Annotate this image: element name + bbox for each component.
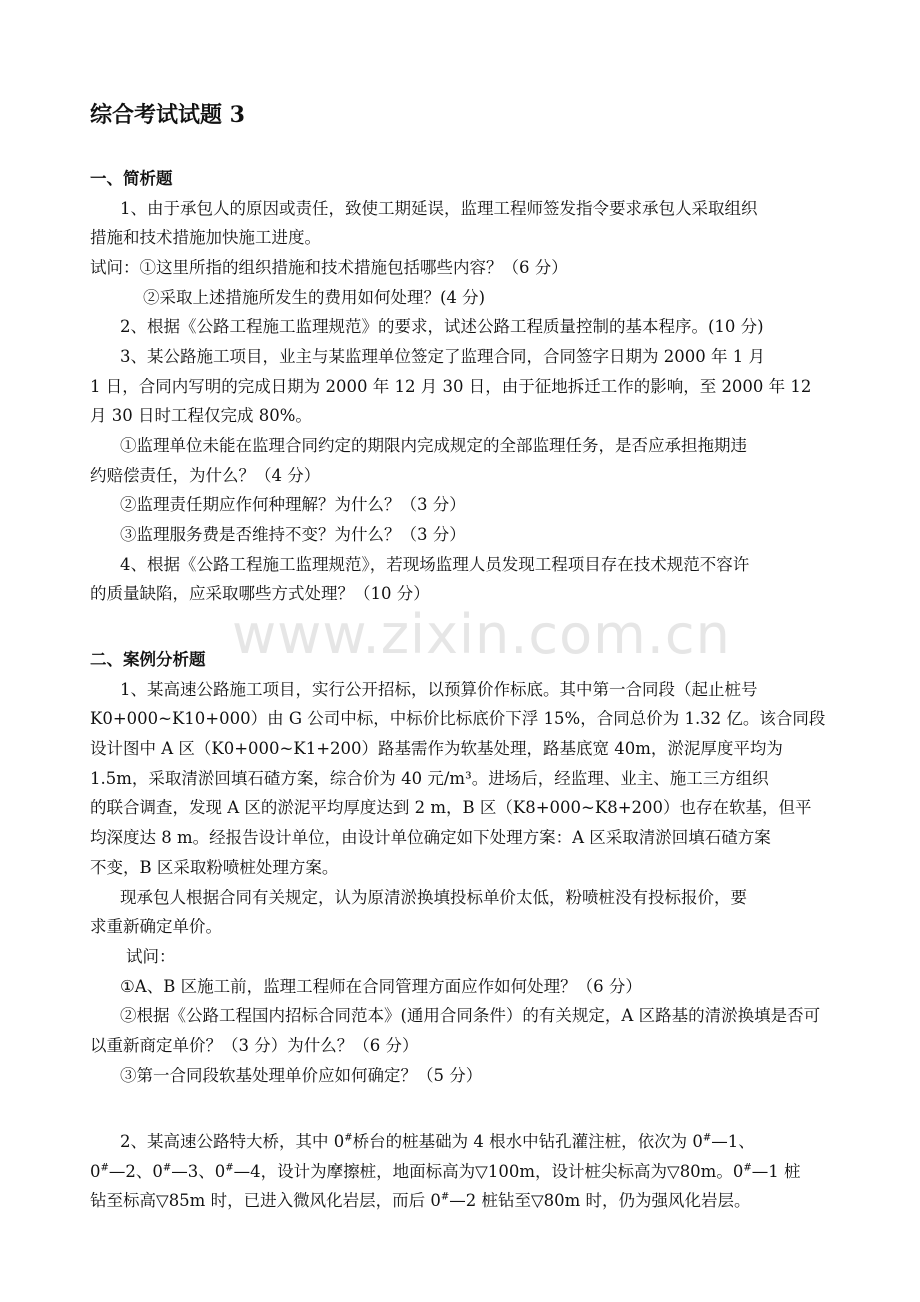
section2-heading: 二、案例分析题 bbox=[90, 650, 206, 669]
s1-line: 措施和技术措施加快施工进度。 bbox=[90, 228, 321, 247]
s2-line: 均深度达 8 m。经报告设计单位，由设计单位确定如下处理方案：A 区采取清淤回填石碴方案 bbox=[90, 828, 771, 847]
s1-line: ①监理单位未能在监理合同约定的期限内完成规定的全部监理任务，是否应承担拖期违 bbox=[120, 436, 747, 455]
s1-line: ②监理责任期应作何种理解？为什么？（3 分） bbox=[120, 495, 466, 514]
s1-line: 4、根据《公路工程施工监理规范》，若现场监理人员发现工程项目存在技术规范不容许 bbox=[120, 555, 750, 574]
s1-line: 月 30 日时工程仅完成 80%。 bbox=[90, 406, 312, 425]
s2-line: 1.5m，采取清淤回填石碴方案，综合价为 40 元/m³。进场后，经监理、业主、施工三方组织 bbox=[90, 769, 769, 788]
case2-line: 2、某高速公路特大桥，其中 0#桥台的桩基础为 4 根水中钻孔灌注桩，依次为 0#—1、 bbox=[120, 1132, 755, 1151]
s1-line: 的质量缺陷，应采取哪些方式处理？（10 分） bbox=[90, 584, 430, 603]
s2-line: 不变，B 区采取粉喷桩处理方案。 bbox=[90, 858, 339, 877]
s2-line: 设计图中 A 区（K0+000~K1+200）路基需作为软基处理，路基底宽 40m，淤泥厚度平均为 bbox=[90, 739, 783, 758]
s2-line: K0+000~K10+000）由 G 公司中标，中标价比标底价下浮 15%，合同总价为 1.32 亿。该合同段 bbox=[90, 709, 826, 728]
s2-line: ②根据《公路工程国内招标合同范本》(通用合同条件）的有关规定，A 区路基的清淤换填是否可 bbox=[120, 1006, 821, 1025]
s1-line: 试问：①这里所指的组织措施和技术措施包括哪些内容？（6 分） bbox=[90, 258, 568, 277]
page-title: 综合考试试题 3 bbox=[90, 102, 245, 128]
s2-line: 以重新商定单价？（3 分）为什么？（6 分） bbox=[90, 1036, 419, 1055]
s1-line: ②采取上述措施所发生的费用如何处理？(4 分) bbox=[143, 288, 486, 307]
s2-line: 1、某高速公路施工项目，实行公开招标，以预算价作标底。其中第一合同段（起止桩号 bbox=[120, 680, 758, 699]
s1-line: 2、根据《公路工程施工监理规范》的要求，试述公路工程质量控制的基本程序。(10 分) bbox=[120, 317, 764, 336]
s1-line: 1 日，合同内写明的完成日期为 2000 年 12 月 30 日，由于征地拆迁工作的影响，至 2000 年 12 bbox=[90, 377, 812, 396]
section1-heading: 一、简析题 bbox=[90, 169, 173, 188]
s2-line: 试问： bbox=[126, 947, 176, 966]
s1-line: 1、由于承包人的原因或责任，致使工期延误，监理工程师签发指令要求承包人采取组织 bbox=[120, 199, 758, 218]
case2-line: 钻至标高▽85m 时，已进入微风化岩层，而后 0#—2 桩钻至▽80m 时，仍为强风化岩层。 bbox=[90, 1191, 751, 1210]
s2-line: 求重新确定单价。 bbox=[90, 917, 222, 936]
s1-line: 3、某公路施工项目，业主与某监理单位签定了监理合同，合同签字日期为 2000 年 1 月 bbox=[120, 347, 765, 366]
case2-line: 0#—2、0#—3、0#—4，设计为摩擦桩，地面标高为▽100m，设计桩尖标高为▽80m。0#—1 桩 bbox=[90, 1162, 801, 1181]
s2-line: 的联合调查，发现 A 区的淤泥平均厚度达到 2 m，B 区（K8+000~K8+200）也存在软基，但平 bbox=[90, 798, 812, 817]
s2-line: ③第一合同段软基处理单价应如何确定？（5 分） bbox=[120, 1066, 483, 1085]
watermark: www.zixin.com.cn bbox=[232, 603, 731, 666]
s2-line: ①A、B 区施工前，监理工程师在合同管理方面应作如何处理？（6 分） bbox=[120, 977, 642, 996]
s1-line: 约赔偿责任，为什么？（4 分） bbox=[90, 466, 321, 485]
s2-line: 现承包人根据合同有关规定，认为原清淤换填投标单价太低，粉喷桩没有投标报价，要 bbox=[120, 888, 747, 907]
s1-line: ③监理服务费是否维持不变？为什么？（3 分） bbox=[120, 525, 466, 544]
